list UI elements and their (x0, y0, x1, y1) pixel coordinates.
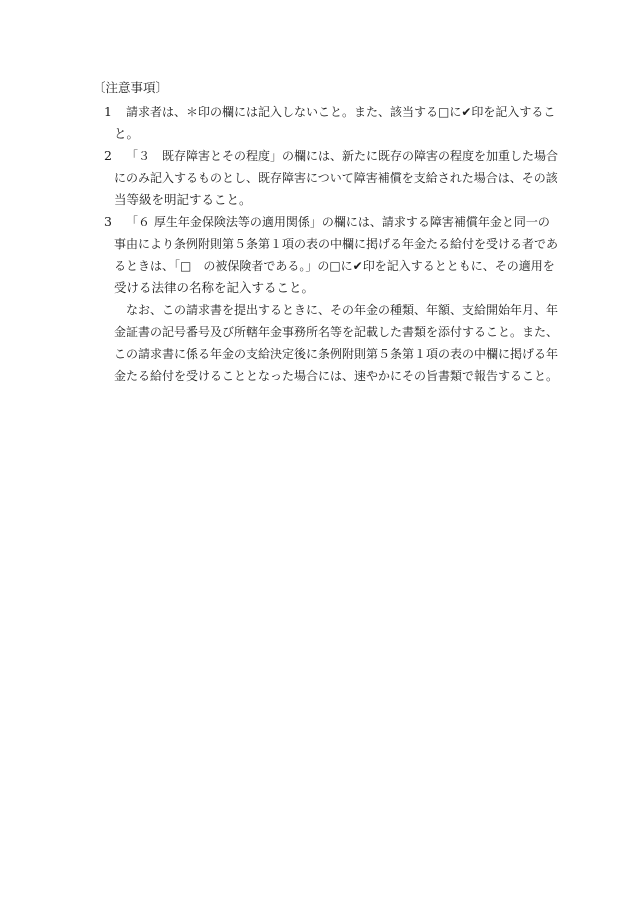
note-line: 金たる給付を受けることとなった場合には、速やかにその旨書類で報告すること。 (114, 369, 559, 383)
note-line: 受ける法律の名称を記入すること。 (114, 280, 315, 295)
note-line: この請求書に係る年金の支給決定後に条例附則第５条第１項の表の中欄に掲げる年 (114, 347, 559, 361)
note-line: るときは、「□ の被保険者である。」の□に✔印を記入するとともに、その適用を (114, 259, 555, 273)
note-number: 1 (104, 104, 112, 119)
note-line: なお、この請求書を提出するときに、その年金の種類、年額、支給開始年月、年 (126, 303, 559, 317)
note-line: 事由により条例附則第５条第１項の表の中欄に掲げる年金たる給付を受ける者であ (114, 237, 559, 251)
note-number: 2 (104, 148, 112, 163)
note-number: 3 (104, 214, 112, 229)
note-line: にのみ記入するものとし、既存障害について障害補償を支給された場合は、その該 (114, 171, 558, 185)
note-line: と。 (114, 126, 140, 141)
note-line: 「６ 厚生年金保険法等の適用関係」の欄には、請求する障害補償年金と同一の (126, 215, 550, 229)
note-line: 当等級を明記すること。 (114, 192, 252, 207)
note-line: 「３ 既存障害とその程度」の欄には、新たに既存の障害の程度を加重した場合 (126, 149, 559, 163)
note-line: 請求者は、＊印の欄には記入しないこと。また、該当する□に✔印を記入するこ (126, 105, 556, 119)
notes-heading: 〔注意事項〕 (93, 80, 169, 95)
note-line: 金証書の記号番号及び所轄年金事務所名等を記載した書類を添付すること。また、 (114, 325, 559, 339)
